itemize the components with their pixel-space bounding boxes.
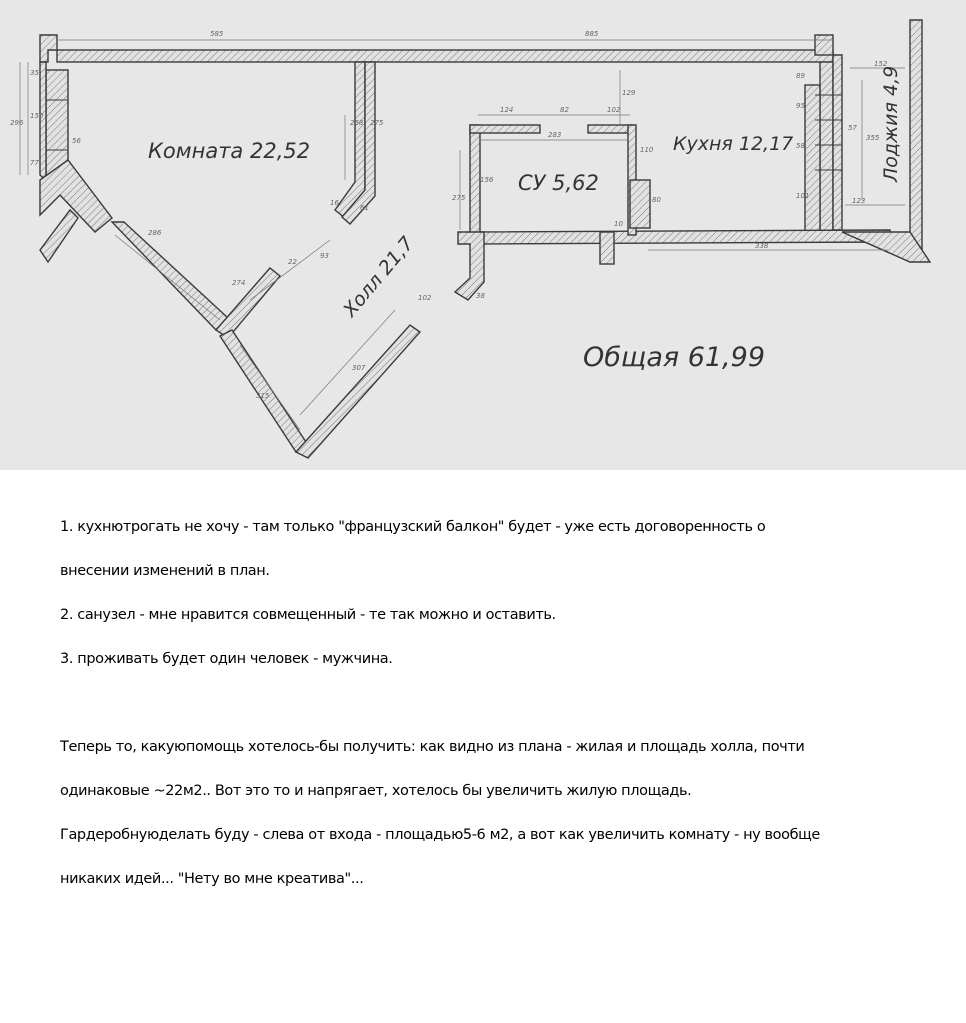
- entry-wall: [455, 232, 484, 300]
- note-line-3: 2. санузел - мне нравится совмещенный - те так можно и оставить.: [60, 607, 556, 623]
- dim-wall-275: 275: [370, 119, 384, 127]
- dim-93: 93: [320, 252, 329, 260]
- bottom-wall: [296, 325, 420, 458]
- dim-left-77: 77: [30, 159, 39, 167]
- loggia-wall: [833, 55, 842, 230]
- dim-bath-129: 129: [622, 89, 636, 97]
- dim-log-123: 123: [852, 197, 866, 205]
- dim-bath-275: 275: [452, 194, 466, 202]
- dim-kit-338: 338: [755, 242, 769, 250]
- dim-wall-268: 268: [350, 119, 364, 127]
- room-label-hall: Холл 21,7: [338, 232, 419, 322]
- floor-plan: [0, 0, 966, 470]
- notes-text: [60, 505, 940, 901]
- note-line-5: Теперь то, какуюпомощь хотелось-бы получить: как видно из плана - жилая и площадь холла, почти: [60, 739, 805, 755]
- dim-log-57: 57: [848, 124, 857, 132]
- note-line-2: внесении изменений в план.: [60, 563, 270, 579]
- dim-diag-286: 286: [148, 229, 162, 237]
- kitchen-column: [600, 232, 614, 264]
- floor-plan-drawing: [0, 0, 966, 470]
- note-line-8: никаких идей... "Нету во мне креатива"...: [60, 871, 364, 887]
- bath-shaft: [630, 180, 650, 228]
- dim-bath-124: 124: [500, 106, 514, 114]
- note-line-1: 1. кухнютрогать не хочу - там только "французский балкон" будет - уже есть договоренность о: [60, 519, 766, 535]
- dim-kit-58: 58: [796, 142, 805, 150]
- total-area-label: Общая 61,99: [583, 342, 765, 373]
- dim-kit-89: 89: [796, 72, 805, 80]
- left-wall-cap: [40, 35, 57, 62]
- dim-61: 61: [360, 204, 369, 212]
- dim-top-left: 585: [210, 30, 224, 38]
- dim-bath-110: 110: [640, 146, 654, 154]
- dim-bath-10: 10: [614, 220, 623, 228]
- dim-bath-80: 80: [652, 196, 661, 204]
- dim-bath-82: 82: [560, 106, 569, 114]
- room-label-kitchen: Кухня 12,17: [673, 133, 794, 155]
- dim-bath-283: 283: [548, 131, 562, 139]
- dim-102: 102: [418, 294, 432, 302]
- top-wall: [57, 50, 833, 62]
- dim-315: 315: [256, 392, 270, 400]
- dim-left-296: 296: [10, 119, 24, 127]
- dim-kit-95: 95: [796, 102, 805, 110]
- bath-top-wall-a: [470, 125, 540, 133]
- dim-22: 22: [288, 258, 297, 266]
- kitchen-window-wall: [805, 85, 820, 235]
- bath-top-wall-b: [588, 125, 633, 133]
- bath-left-wall: [470, 125, 480, 245]
- note-line-4: 3. проживать будет один человек - мужчина.: [60, 651, 393, 667]
- dim-307: 307: [352, 364, 366, 372]
- walls: [40, 20, 930, 458]
- diag-wall: [112, 222, 228, 330]
- bath-kitchen-wall: [470, 230, 890, 244]
- right-wall: [820, 62, 833, 232]
- loggia-outer: [910, 20, 922, 250]
- room-label-room: Комната 22,52: [148, 139, 311, 163]
- dim-log-152: 152: [874, 60, 888, 68]
- lower-diag-wall: [220, 330, 308, 452]
- dim-bath-156: 156: [480, 176, 494, 184]
- right-wall-cap: [815, 35, 833, 55]
- left-wall-break: [40, 210, 78, 262]
- note-line-6: одинаковые ~22м2.. Вот это то и напрягает, хотелось бы увеличить жилую площадь.: [60, 783, 692, 799]
- room-label-loggia: Лоджия 4,9: [880, 65, 902, 182]
- note-line-7: Гардеробнуюделать буду - слева от входа - площадью5-6 м2, а вот как увеличить комнату - ну вообще: [60, 827, 820, 843]
- left-wall-outer: [40, 62, 46, 180]
- dim-bath-102: 102: [607, 106, 621, 114]
- room-label-bath: СУ 5,62: [518, 171, 599, 195]
- dim-16: 16: [330, 199, 339, 207]
- dim-left-150: 150: [30, 112, 44, 120]
- dim-274: 274: [232, 279, 246, 287]
- dim-bath-38: 38: [476, 292, 485, 300]
- dim-log-355: 355: [866, 134, 880, 142]
- dim-kit-101: 101: [796, 192, 810, 200]
- dim-left-35: 35: [30, 69, 39, 77]
- dim-left-56: 56: [72, 137, 81, 145]
- paragraph-gap: [60, 681, 940, 725]
- dim-top-right: 885: [585, 30, 599, 38]
- hall-inner-wall: [216, 268, 280, 338]
